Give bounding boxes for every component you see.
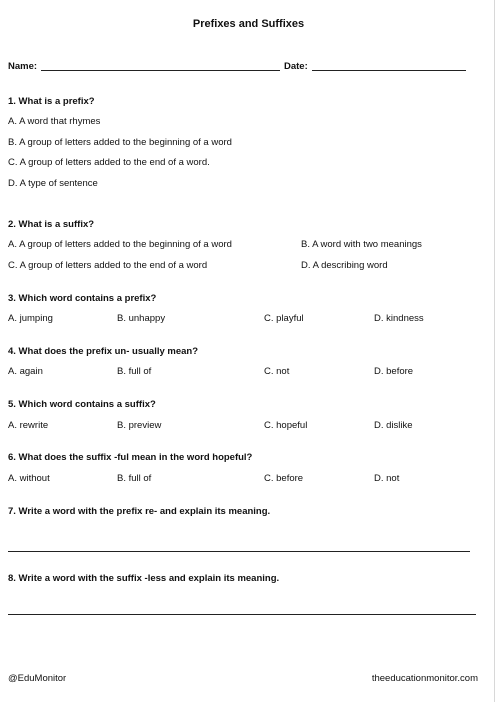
footer-handle: @EduMonitor [8, 673, 67, 684]
q2-option-b: B. A word with two meanings [301, 239, 422, 250]
question-6: 6. What does the suffix -ful mean in the word hopeful? [8, 452, 253, 463]
q2-option-c: C. A group of letters added to the end of a word [8, 260, 208, 271]
q5-option-b: B. preview [117, 420, 162, 431]
question-4: 4. What does the prefix un- usually mean? [8, 346, 199, 357]
page-border [494, 0, 495, 702]
q1-option-c: C. A group of letters added to the end of a word. [8, 157, 210, 168]
q1-option-d: D. A type of sentence [8, 178, 98, 189]
q5-option-a: A. rewrite [8, 420, 49, 431]
q2-option-a: A. A group of letters added to the beginning of a word [8, 239, 232, 250]
q5-option-c: C. hopeful [264, 420, 308, 431]
q8-answer-line[interactable] [8, 614, 476, 615]
q6-option-c: C. before [264, 473, 304, 484]
q4-option-b: B. full of [117, 366, 152, 377]
date-field[interactable] [312, 70, 466, 71]
q7-answer-line[interactable] [8, 551, 470, 552]
q1-option-b: B. A group of letters added to the beginning of a word [8, 137, 232, 148]
q2-option-d: D. A describing word [301, 260, 388, 271]
question-7: 7. Write a word with the prefix re- and explain its meaning. [8, 506, 271, 517]
q3-option-b: B. unhappy [117, 313, 166, 324]
q3-option-a: A. jumping [8, 313, 53, 324]
q4-option-c: C. not [264, 366, 290, 377]
q3-option-d: D. kindness [374, 313, 424, 324]
q1-option-a: A. A word that rhymes [8, 116, 101, 127]
footer-website: theeducationmonitor.com [371, 673, 478, 684]
question-1: 1. What is a prefix? [8, 96, 95, 107]
question-2: 2. What is a suffix? [8, 219, 95, 230]
question-5: 5. Which word contains a suffix? [8, 399, 156, 410]
name-label: Name: [8, 61, 38, 72]
q5-option-d: D. dislike [374, 420, 413, 431]
question-8: 8. Write a word with the suffix -less and explain its meaning. [8, 573, 280, 584]
q6-option-d: D. not [374, 473, 400, 484]
date-label: Date: [284, 61, 308, 72]
q4-option-a: A. again [8, 366, 43, 377]
worksheet-title: Prefixes and Suffixes [192, 18, 305, 30]
q4-option-d: D. before [374, 366, 414, 377]
q6-option-a: A. without [8, 473, 50, 484]
question-3: 3. Which word contains a prefix? [8, 293, 157, 304]
q3-option-c: C. playful [264, 313, 304, 324]
q6-option-b: B. full of [117, 473, 152, 484]
name-field[interactable] [41, 70, 280, 71]
